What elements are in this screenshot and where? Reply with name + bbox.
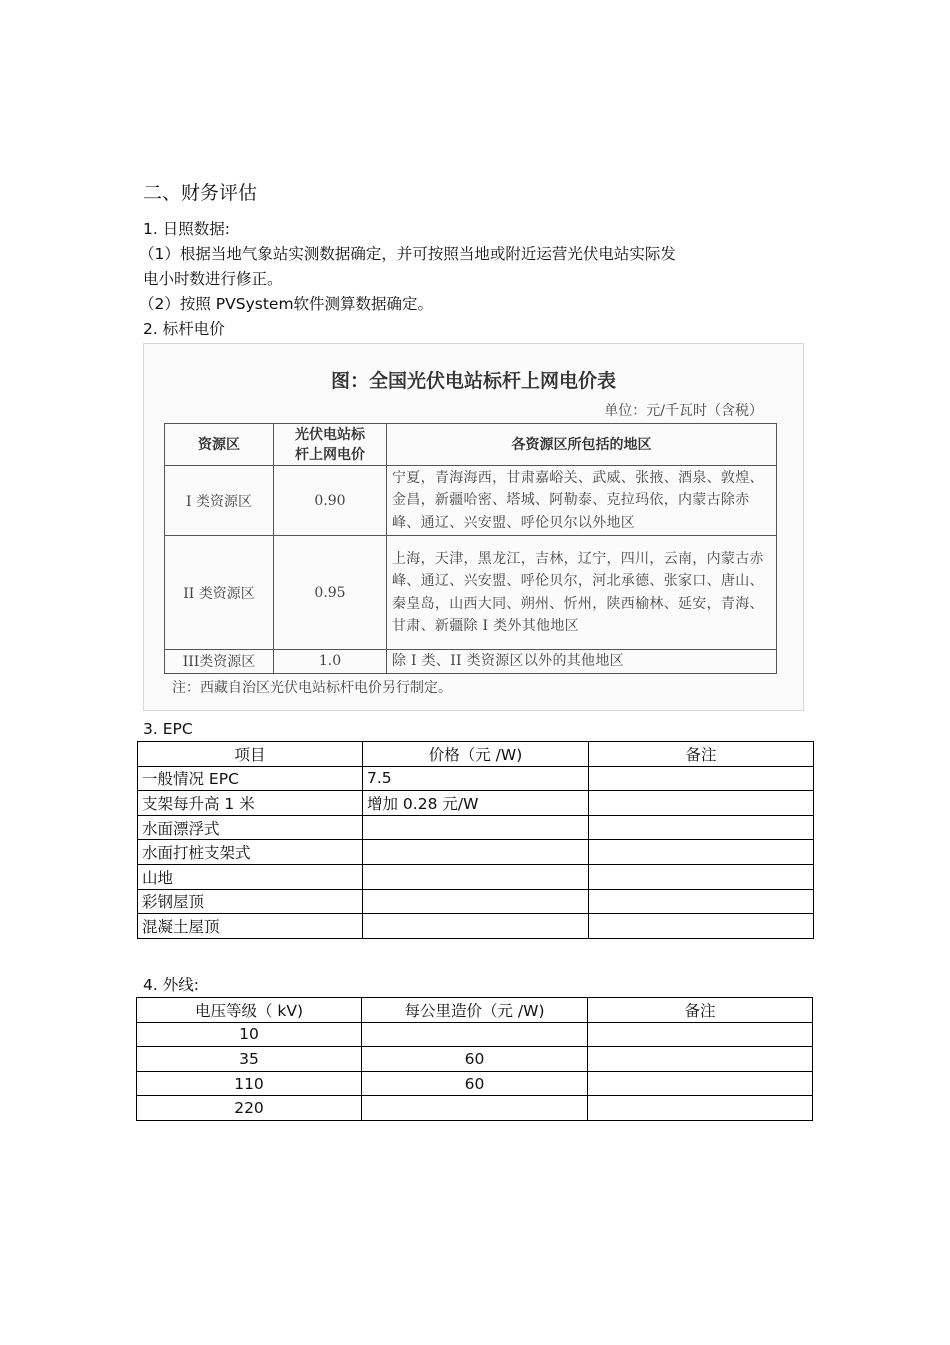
item1-heading: 1. 日照数据: — [143, 220, 230, 238]
figure-note: 注：西藏自治区光伏电站标杆电价另行制定。 — [172, 680, 452, 696]
epc-price — [363, 914, 589, 939]
table-row — [138, 889, 814, 914]
line-header-note: 备注 — [588, 998, 813, 1023]
table-row — [138, 840, 814, 865]
epc-item: 水面打桩支架式 — [138, 840, 363, 865]
line-cost: 60 — [362, 1071, 588, 1096]
epc-header-item: 项目 — [138, 742, 363, 767]
figure-unit: 单位：元/千瓦时（含税） — [604, 403, 763, 419]
epc-header-note: 备注 — [589, 742, 814, 767]
epc-header-row — [138, 742, 814, 767]
line-note — [588, 1022, 813, 1047]
tariff-price: 0.95 — [274, 536, 387, 650]
line-note — [588, 1047, 813, 1072]
epc-price — [363, 840, 589, 865]
tariff-zone: III类资源区 — [165, 650, 274, 674]
tariff-row — [165, 466, 777, 536]
table-row — [137, 1047, 813, 1072]
epc-note — [589, 889, 814, 914]
epc-note — [589, 914, 814, 939]
tariff-header-row — [165, 424, 777, 466]
tariff-regions: 除 I 类、II 类资源区以外的其他地区 — [387, 650, 777, 674]
epc-note — [589, 864, 814, 889]
epc-table — [137, 741, 814, 939]
table-row — [137, 1071, 813, 1096]
line-voltage: 220 — [137, 1096, 362, 1121]
tariff-header-price — [274, 424, 387, 466]
epc-item: 一般情况 EPC — [138, 766, 363, 791]
table-row — [137, 1096, 813, 1121]
tariff-table — [164, 423, 777, 674]
line-voltage: 35 — [137, 1047, 362, 1072]
tariff-regions: 宁夏，青海海西，甘肃嘉峪关、武威、张掖、酒泉、敦煌、金昌，新疆哈密、塔城、阿勒泰、克拉玛依，内蒙古除赤峰、通辽、兴安盟、呼伦贝尔以外地区 — [387, 466, 777, 536]
table-row — [138, 815, 814, 840]
tariff-regions: 上海，天津，黑龙江，吉林，辽宁，四川，云南，内蒙古赤峰、通辽、兴安盟、呼伦贝尔，河北承德、张家口、唐山、秦皇岛，山西大同、朔州、忻州，陕西榆林、延安，青海、甘肃、新疆除 I 类外其他地区 — [387, 536, 777, 650]
item1-line1: （1）根据当地气象站实测数据确定，并可按照当地或附近运营光伏电站实际发 — [139, 245, 676, 263]
epc-item: 水面漂浮式 — [138, 815, 363, 840]
line-header-cost: 每公里造价（元 /W) — [362, 998, 588, 1023]
price-table-figure — [143, 343, 804, 711]
table-row — [138, 766, 814, 791]
line-note — [588, 1096, 813, 1121]
epc-note — [589, 815, 814, 840]
tariff-price: 1.0 — [274, 650, 387, 674]
epc-price: 7.5 — [363, 766, 589, 791]
line-voltage: 10 — [137, 1022, 362, 1047]
item1-line2: 电小时数进行修正。 — [143, 270, 283, 288]
table-row — [138, 914, 814, 939]
tariff-price: 0.90 — [274, 466, 387, 536]
section-title: 二、财务评估 — [143, 182, 258, 204]
epc-item: 混凝土屋顶 — [138, 914, 363, 939]
tariff-zone: II 类资源区 — [165, 536, 274, 650]
line-cost — [362, 1096, 588, 1121]
epc-item: 彩钢屋顶 — [138, 889, 363, 914]
epc-price — [363, 889, 589, 914]
tariff-header-regions: 各资源区所包括的地区 — [387, 424, 777, 466]
epc-note — [589, 791, 814, 816]
item4-heading: 4. 外线: — [143, 976, 199, 994]
tariff-header-price-line1: 光伏电站标 — [295, 426, 365, 443]
epc-note — [589, 840, 814, 865]
epc-note — [589, 766, 814, 791]
tariff-header-zone: 资源区 — [165, 424, 274, 466]
line-voltage: 110 — [137, 1071, 362, 1096]
line-header-row — [137, 998, 813, 1023]
item3-heading: 3. EPC — [143, 720, 193, 738]
line-header-voltage: 电压等级（ kV) — [137, 998, 362, 1023]
line-table — [136, 997, 813, 1121]
tariff-row — [165, 536, 777, 650]
item1-line3: （2）按照 PVSystem软件测算数据确定。 — [139, 295, 434, 313]
epc-header-price: 价格（元 /W) — [363, 742, 589, 767]
line-note — [588, 1071, 813, 1096]
epc-price — [363, 815, 589, 840]
line-cost — [362, 1022, 588, 1047]
table-row — [138, 864, 814, 889]
table-row — [138, 791, 814, 816]
epc-item: 山地 — [138, 864, 363, 889]
item2-heading: 2. 标杆电价 — [143, 320, 225, 338]
tariff-row — [165, 650, 777, 674]
tariff-zone: I 类资源区 — [165, 466, 274, 536]
table-row — [137, 1022, 813, 1047]
figure-title: 图：全国光伏电站标杆上网电价表 — [330, 370, 616, 392]
epc-price: 增加 0.28 元/W — [363, 791, 589, 816]
tariff-header-price-line2: 杆上网电价 — [295, 446, 365, 463]
epc-price — [363, 864, 589, 889]
line-cost: 60 — [362, 1047, 588, 1072]
epc-item: 支架每升高 1 米 — [138, 791, 363, 816]
